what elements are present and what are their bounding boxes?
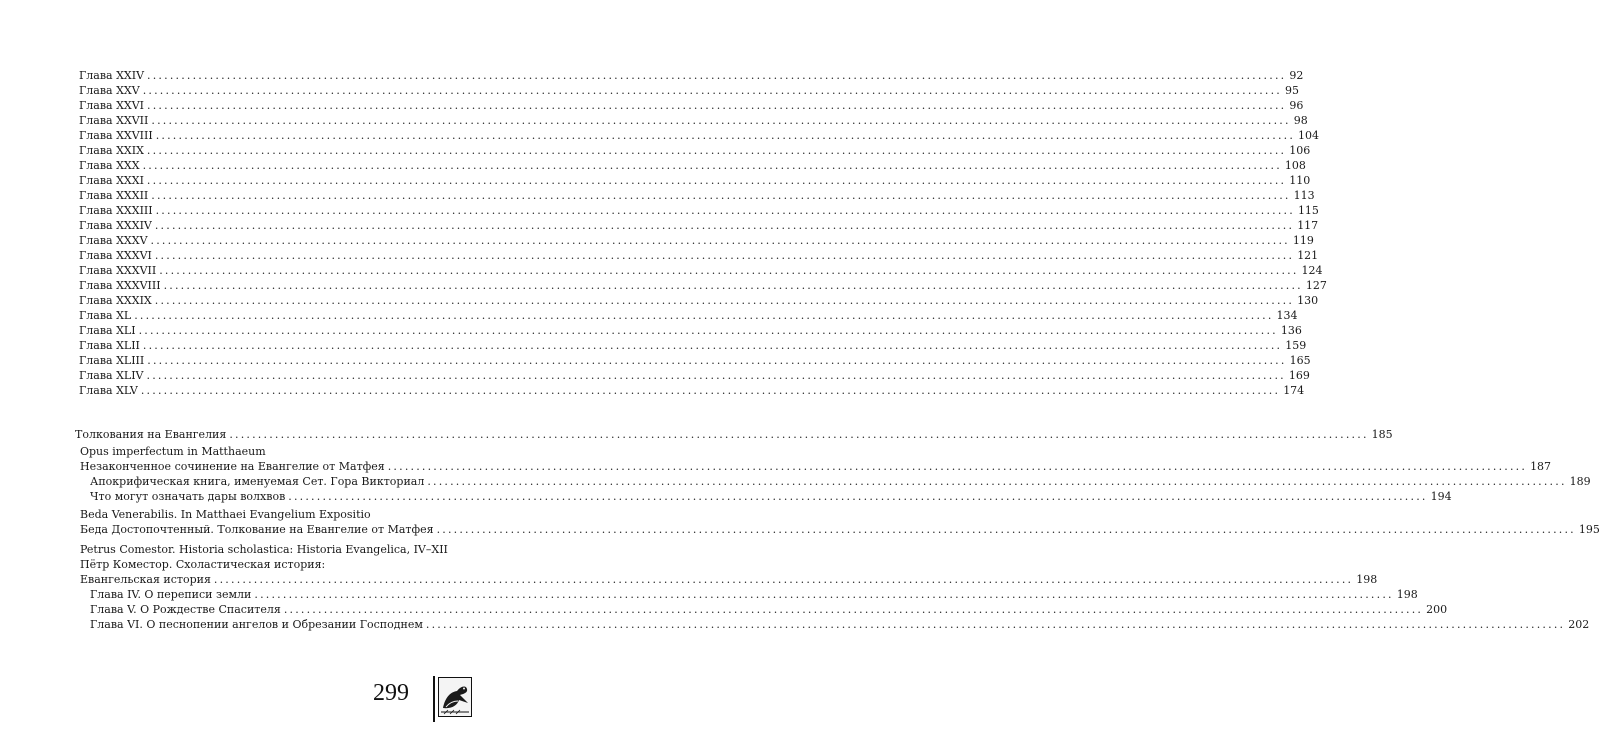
toc-entry[interactable] — [79, 353, 1311, 368]
entry-page: 96 — [1289, 99, 1304, 112]
entry-title: Глава XXXVII — [79, 264, 157, 277]
entry-title: Глава XLV — [79, 384, 138, 397]
entry-title: Глава XXXII — [79, 189, 149, 202]
entry-page: 92 — [1289, 69, 1304, 82]
entry-page: 185 — [1371, 428, 1393, 441]
entry-page: 115 — [1297, 204, 1319, 217]
page-number: 299 — [373, 680, 409, 706]
latin-heading: Petrus Comestor. Historia scholastica: Historia Evangelica, IV–XII — [80, 543, 448, 556]
leader-dots: ........................................................................................................................................................................................................ — [151, 189, 1291, 202]
toc-subentry[interactable] — [90, 489, 1452, 504]
leader-dots: ........................................................................................................................................................................................................ — [150, 234, 1290, 247]
toc-subentry[interactable] — [90, 602, 1448, 617]
entry-page: 127 — [1305, 279, 1327, 292]
leader-dots: ........................................................................................................................................................................................................ — [288, 490, 1428, 503]
leader-dots: ........................................................................................................................................................................................................ — [134, 309, 1274, 322]
entry-title: Глава XXVI — [79, 99, 145, 112]
toc-entry[interactable] — [79, 278, 1327, 293]
entry-title: Глава XXXI — [79, 174, 144, 187]
entry-title: Что могут означать дары волхвов — [90, 490, 286, 503]
leader-dots: ........................................................................................................................................................................................................ — [155, 129, 1296, 142]
entry-page: 121 — [1297, 249, 1319, 262]
toc-entry[interactable] — [79, 248, 1319, 263]
entry-page: 104 — [1298, 129, 1320, 142]
entry-title: Глава XXXIV — [79, 219, 152, 232]
toc-entry[interactable] — [79, 218, 1319, 233]
entry-page: 124 — [1301, 264, 1323, 277]
toc-entry[interactable] — [79, 233, 1314, 248]
leader-dots: ........................................................................................................................................................................................................ — [154, 294, 1295, 307]
toc-entry[interactable] — [79, 173, 1311, 188]
leader-dots: ........................................................................................................................................................................................................ — [146, 174, 1287, 187]
toc-subentry[interactable] — [90, 474, 1591, 489]
entry-page: 113 — [1293, 189, 1315, 202]
entry-page: 169 — [1288, 369, 1310, 382]
entry-page: 198 — [1356, 573, 1378, 586]
leader-dots: ........................................................................................................................................................................................................ — [147, 69, 1287, 82]
entry-page: 108 — [1284, 159, 1306, 172]
entry-title: Глава XXXVIII — [79, 279, 161, 292]
entry-page: 95 — [1285, 84, 1300, 97]
leader-dots: ........................................................................................................................................................................................................ — [140, 384, 1281, 397]
entry-title: Глава XXVIII — [79, 129, 153, 142]
leader-dots: ........................................................................................................................................................................................................ — [147, 354, 1287, 367]
toc-entry[interactable] — [79, 383, 1305, 398]
entry-title: Глава V. О Рождестве Спасителя — [90, 603, 281, 616]
entry-page: 117 — [1297, 219, 1319, 232]
entry-title: Глава XXVII — [79, 114, 149, 127]
leader-dots: ........................................................................................................................................................................................................ — [142, 84, 1283, 97]
entry-page: 195 — [1578, 523, 1600, 536]
entry-page: 134 — [1276, 309, 1298, 322]
entry-page: 119 — [1292, 234, 1314, 247]
leader-dots: ........................................................................................................................................................................................................ — [138, 324, 1278, 337]
entry-title: Беда Достопочтенный. Толкование на Евангелие от Матфея — [80, 523, 434, 536]
toc-entry[interactable] — [79, 113, 1308, 128]
leader-dots: ........................................................................................................................................................................................................ — [154, 219, 1295, 232]
entry-page: 202 — [1568, 618, 1590, 631]
toc-entry[interactable] — [79, 188, 1315, 203]
toc-entry[interactable] — [80, 459, 1552, 474]
entry-page: 200 — [1426, 603, 1448, 616]
leader-dots: ........................................................................................................................................................................................................ — [427, 475, 1567, 488]
entry-page: 189 — [1569, 475, 1591, 488]
toc-entry[interactable] — [79, 308, 1298, 323]
toc-entry[interactable] — [79, 203, 1319, 218]
entry-page: 110 — [1289, 174, 1311, 187]
toc-entry[interactable] — [79, 83, 1300, 98]
toc-entry[interactable] — [79, 293, 1319, 308]
leader-dots: ........................................................................................................................................................................................................ — [436, 523, 1576, 536]
toc-entry[interactable] — [79, 128, 1320, 143]
leader-dots: ........................................................................................................................................................................................................ — [146, 369, 1286, 382]
leader-dots: ........................................................................................................................................................................................................ — [387, 460, 1528, 473]
toc-entry[interactable] — [79, 368, 1310, 383]
entry-title: Глава XLIII — [79, 354, 145, 367]
leader-dots: ........................................................................................................................................................................................................ — [142, 339, 1283, 352]
entry-page: 198 — [1396, 588, 1418, 601]
russian-heading: Пётр Коместор. Схоластическая история: — [80, 558, 326, 571]
entry-page: 98 — [1293, 114, 1308, 127]
latin-heading: Beda Venerabilis. In Matthaei Evangelium Expositio — [80, 508, 371, 521]
entry-title: Глава XXXIX — [79, 294, 152, 307]
entry-title: Глава XXV — [79, 84, 140, 97]
entry-title: Глава XXXIII — [79, 204, 153, 217]
leader-dots: ........................................................................................................................................................................................................ — [154, 249, 1295, 262]
toc-entry[interactable] — [80, 572, 1378, 587]
leader-dots: ........................................................................................................................................................................................................ — [159, 264, 1299, 277]
entry-page: 194 — [1430, 490, 1452, 503]
entry-title: Глава XXXVI — [79, 249, 152, 262]
section-entry[interactable] — [75, 427, 1393, 442]
entry-title: Глава XXIX — [79, 144, 144, 157]
entry-page: 174 — [1283, 384, 1305, 397]
entry-title: Глава VI. О песнопении ангелов и Обрезании Господнем — [90, 618, 423, 631]
toc-entry[interactable] — [79, 68, 1304, 83]
entry-title: Глава IV. О переписи земли — [90, 588, 252, 601]
leader-dots: ........................................................................................................................................................................................................ — [146, 144, 1287, 157]
leader-dots: ........................................................................................................................................................................................................ — [229, 428, 1369, 441]
entry-title: Глава XXX — [79, 159, 140, 172]
toc-entry[interactable] — [79, 143, 1311, 158]
toc-entry[interactable] — [79, 158, 1306, 173]
leader-dots: ........................................................................................................................................................................................................ — [155, 204, 1295, 217]
entry-title: Глава XXIV — [79, 69, 145, 82]
leader-dots: ........................................................................................................................................................................................................ — [283, 603, 1424, 616]
entry-page: 187 — [1530, 460, 1552, 473]
entry-title: Глава XXXV — [79, 234, 148, 247]
entry-title: Глава XLII — [79, 339, 140, 352]
leader-dots: ........................................................................................................................................................................................................ — [163, 279, 1303, 292]
leader-dots: ........................................................................................................................................................................................................ — [254, 588, 1394, 601]
emblem-divider — [433, 676, 435, 722]
entry-page: 106 — [1289, 144, 1311, 157]
leader-dots: ........................................................................................................................................................................................................ — [213, 573, 1354, 586]
leader-dots: ........................................................................................................................................................................................................ — [151, 114, 1291, 127]
entry-title: Глава XLIV — [79, 369, 144, 382]
entry-page: 165 — [1289, 354, 1311, 367]
entry-title: Евангельская история — [80, 573, 211, 586]
entry-title: Глава XL — [79, 309, 132, 322]
toc-entry[interactable] — [80, 522, 1600, 537]
entry-page: 136 — [1280, 324, 1302, 337]
entry-page: 130 — [1297, 294, 1319, 307]
toc-entry[interactable] — [79, 263, 1323, 278]
toc-entry[interactable] — [79, 338, 1307, 353]
leader-dots: ........................................................................................................................................................................................................ — [142, 159, 1282, 172]
latin-heading: Opus imperfectum in Matthaeum — [80, 445, 266, 458]
toc-entry[interactable] — [79, 323, 1302, 338]
toc-subentry[interactable] — [90, 587, 1418, 602]
entry-title: Глава XLI — [79, 324, 136, 337]
entry-title: Незаконченное сочинение на Евангелие от Матфея — [80, 460, 385, 473]
entry-title: Толкования на Евангелия — [75, 428, 227, 441]
toc-subentry[interactable] — [90, 617, 1590, 632]
pelican-emblem-icon — [438, 677, 472, 717]
leader-dots: ........................................................................................................................................................................................................ — [147, 99, 1287, 112]
leader-dots: ........................................................................................................................................................................................................ — [425, 618, 1566, 631]
entry-title: Апокрифическая книга, именуемая Сет. Гора Викториал — [90, 475, 425, 488]
entry-page: 159 — [1285, 339, 1307, 352]
toc-entry[interactable] — [79, 98, 1304, 113]
